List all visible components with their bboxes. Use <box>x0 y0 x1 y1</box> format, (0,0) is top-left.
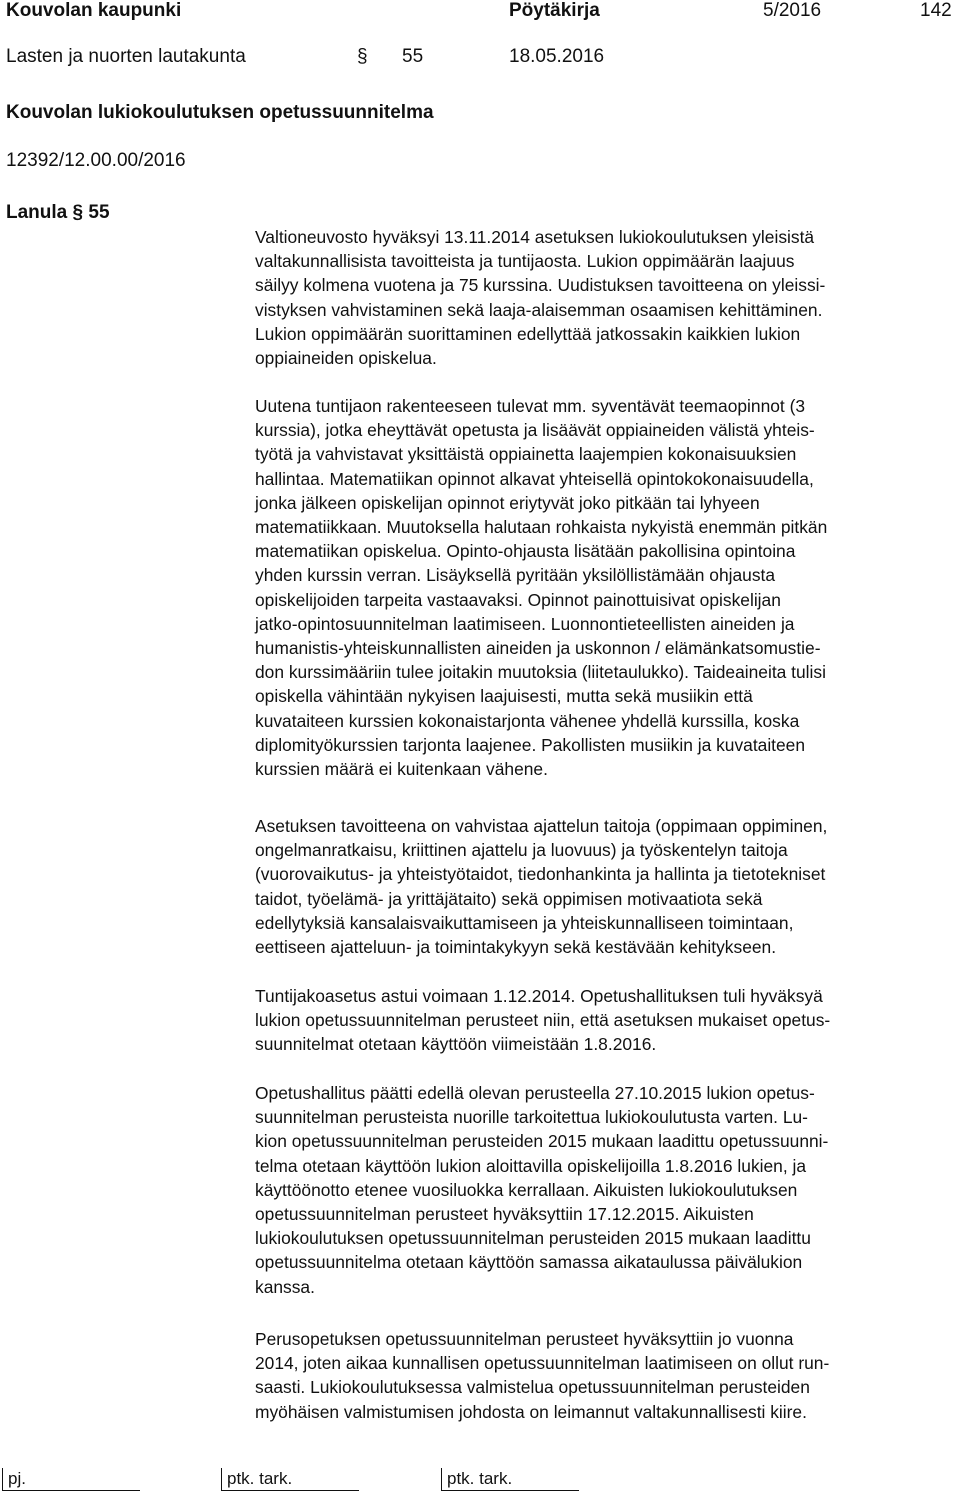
paragraph-3 <box>255 814 955 959</box>
case-number: 12392/12.00.00/2016 <box>6 150 186 171</box>
paragraph-line: valtakunnallisista tavoitteista ja tuntijaosta. Lukion oppimäärän laajuus <box>255 251 795 272</box>
item-title: Kouvolan lukiokoulutuksen opetussuunnitelma <box>6 102 434 123</box>
paragraph-line: käyttöönotto etenee vuosiluokka kerrallaan. Aikuisten lukiokoulutuksen <box>255 1179 798 1200</box>
section-number: 55 <box>402 46 424 67</box>
item-label <box>6 202 110 224</box>
paragraph-line: kanssa. <box>255 1276 315 1297</box>
paragraph-line: yhden kurssin verran. Lisäyksellä pyritään yksilöllistämään ohjausta <box>255 565 776 586</box>
paragraph-line: Uutena tuntijaon rakenteeseen tulevat mm. syventävät teemaopinnot (3 <box>255 396 806 416</box>
paragraph-line: Lukion oppimäärän suorittaminen edellyttää jatkossakin kaikkien lukion <box>255 323 801 344</box>
paragraph-line: hallintaa. Matematiikan opinnot alkavat yhteisellä opintokokonaisuudella, <box>255 468 814 489</box>
paragraph-line: diplomityökurssien tarjonta laajenee. Pakollisten musiikin ja kuvataiteen <box>255 734 806 755</box>
paragraph-4 <box>255 984 955 1057</box>
paragraph-line: suunnitelmat otetaan käyttöön viimeistään 1.8.2016. <box>255 1034 657 1055</box>
organization-name: Kouvolan kaupunki <box>6 0 182 21</box>
paragraph-line: opetussuunnitelma otetaan käyttöön samassa aikataulussa päivälukion <box>255 1252 803 1273</box>
signature-field-tick <box>2 1468 3 1491</box>
signature-line-reviewer-2 <box>441 1490 579 1491</box>
paragraph-line: Tuntijakoasetus astui voimaan 1.12.2014. Opetushallituksen tuli hyväksyä <box>255 986 823 1006</box>
paragraph-line: Perusopetuksen opetussuunnitelman perusteet hyväksyttiin jo vuonna <box>255 1329 794 1349</box>
paragraph-line: myöhäisen valmistumisen johdosta on leimannut valtakunnallisesti kiire. <box>255 1401 807 1422</box>
signature-reviewer-2: ptk. tark. <box>447 1469 513 1488</box>
item-section-symbol: § <box>72 202 84 223</box>
paragraph-line: jatko-opintosuunnitelman laatimiseen. Luonnontieteellisten aineiden ja <box>255 613 795 634</box>
paragraph-line: matematiikan opiskelua. Opinto-ohjausta lisätään pakollisina opintoina <box>255 541 796 562</box>
paragraph-line: kion opetussuunnitelman perusteiden 2015 mukaan laadittu opetussuunni- <box>255 1131 829 1152</box>
paragraph-line: suunnitelman perusteista nuorille tarkoitettua lukiokoulutusta varten. Lu- <box>255 1107 808 1128</box>
paragraph-line: vistyksen vahvistaminen sekä laaja-alaisemman osaamisen kehittäminen. <box>255 299 823 320</box>
paragraph-line: opiskella vähintään nykyisen laajuisesti, mutta sekä musiikin että <box>255 686 753 707</box>
paragraph-line: lukiokoulutuksen opetussuunnitelman perusteiden 2015 mukaan laadittu <box>255 1228 811 1249</box>
paragraph-line: Opetushallitus päätti edellä olevan perusteella 27.10.2015 lukion opetus- <box>255 1083 815 1103</box>
paragraph-line: opetussuunnitelman perusteet hyväksyttiin 17.12.2015. Aikuisten <box>255 1204 754 1225</box>
paragraph-line: (vuorovaikutus- ja yhteistyötaidot, tiedonhankinta ja hallinta ja tietotekniset <box>255 864 826 885</box>
paragraph-line: 2014, joten aikaa kunnallisen opetussuunnitelman laatimiseen on ollut run- <box>255 1353 830 1374</box>
document-type: Pöytäkirja <box>509 0 600 21</box>
signature-reviewer-1: ptk. tark. <box>227 1469 293 1488</box>
paragraph-1 <box>255 225 955 370</box>
paragraph-line: don kurssimääriin tulee joitakin muutoksia (liitetaulukko). Taideaineita tulisi <box>255 662 826 683</box>
signature-line-chair <box>2 1490 140 1491</box>
paragraph-line: telma otetaan käyttöön lukion aloittavilla opiskelijoilla 1.8.2016 lukien, ja <box>255 1155 807 1176</box>
document-number: 5/2016 <box>763 0 822 21</box>
paragraph-6 <box>255 1327 955 1424</box>
paragraph-line: työtä ja vahvistavat yksittäistä oppiainetta laajempien kokonaisuuksien <box>255 444 797 465</box>
signature-chair: pj. <box>8 1469 26 1488</box>
paragraph-line: taidot, työelämä- ja yrittäjätaito) sekä oppimisen motivaatiota sekä <box>255 888 763 909</box>
board-name: Lasten ja nuorten lautakunta <box>6 46 246 67</box>
paragraph-2 <box>255 394 955 781</box>
signature-line-reviewer-1 <box>221 1490 359 1491</box>
page-number: 142 <box>920 0 952 21</box>
paragraph-line: jonka jälkeen opiskelijan opinnot eriytyvät joko pitkään tai lyhyeen <box>255 492 760 513</box>
paragraph-line: oppiaineiden opiskelua. <box>255 348 437 369</box>
paragraph-line: humanistis-yhteiskunnallisten aineiden ja uskonnon / elämänkatsomustie- <box>255 638 821 659</box>
signature-field-tick <box>441 1468 442 1491</box>
paragraph-line: eettiseen ajatteluun- ja toimintakykyyn sekä kestävään kehitykseen. <box>255 937 777 958</box>
paragraph-line: kurssien määrä ei kuitenkaan vähene. <box>255 759 548 780</box>
paragraph-line: kurssia), jotka eheyttävät opetusta ja lisäävät oppiaineiden välistä yhteis- <box>255 420 815 441</box>
paragraph-line: säilyy kolmena vuotena ja 75 kurssina. Uudistuksen tavoitteena on yleissi- <box>255 275 826 296</box>
paragraph-line: matematiikkaan. Muutoksella halutaan rohkaista nykyistä enemmän pitkän <box>255 517 828 538</box>
meeting-date: 18.05.2016 <box>509 46 605 67</box>
paragraph-line: ongelmanratkaisu, kriittinen ajattelu ja luovuus) ja työskentelyn taitoja <box>255 840 788 861</box>
paragraph-line: lukion opetussuunnitelman perusteet niin, että asetuksen mukaiset opetus- <box>255 1010 831 1031</box>
signature-field-tick <box>221 1468 222 1491</box>
item-label-text: Lanula <box>6 202 68 223</box>
paragraph-line: edellytyksiä kansalaisvaikuttamiseen ja yhteiskunnalliseen toimintaan, <box>255 912 794 933</box>
item-section-number: 55 <box>88 202 110 223</box>
paragraph-line: kuvataiteen kurssien kokonaistarjonta vähenee yhdellä kurssilla, koska <box>255 710 800 731</box>
paragraph-line: opiskelijoiden tarpeita vastaavaksi. Opinnot painottuisivat opiskelijan <box>255 589 781 610</box>
paragraph-line: saasti. Lukiokoulutuksessa valmistelua opetussuunnitelman perusteiden <box>255 1377 810 1398</box>
paragraph-5 <box>255 1081 955 1299</box>
section-symbol: § <box>357 46 368 67</box>
paragraph-line: Asetuksen tavoitteena on vahvistaa ajattelun taitoja (oppimaan oppiminen, <box>255 816 828 836</box>
paragraph-line: Valtioneuvosto hyväksyi 13.11.2014 asetuksen lukiokoulutuksen yleisistä <box>255 227 815 247</box>
